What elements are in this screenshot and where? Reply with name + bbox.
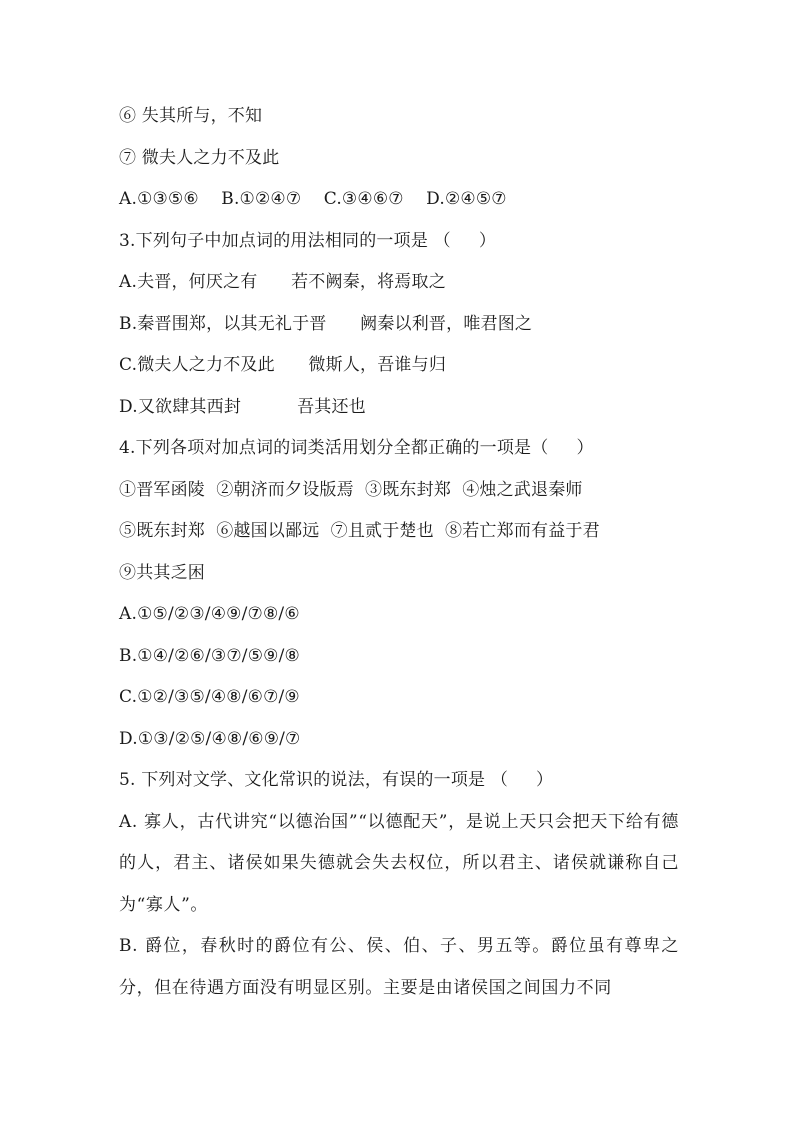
option-b: B. 爵位，春秋时的爵位有公、侯、伯、子、男五等。爵位虽有尊卑之分，但在待遇方面没有明显区别。主要是由诸侯国之间国力不同 xyxy=(119,936,679,998)
option-a: A.①⑤/②③/④⑨/⑦⑧/⑥ xyxy=(119,604,300,624)
question-3: 3.下列句子中加点词的用法相同的一项是 （ ） xyxy=(119,230,497,251)
list-item: ①晋军函陵 ②朝济而夕设版焉 ③既东封郑 ④烛之武退秦师 xyxy=(119,479,583,500)
option-c: C.微夫人之力不及此 微斯人，吾谁与归 xyxy=(119,355,447,375)
option-d: D.又欲肆其西封 吾其还也 xyxy=(119,396,366,417)
option-b: B.秦晋围郑，以其无礼于晋 阙秦以利晋，唯君图之 xyxy=(119,313,533,334)
option-b: B.①④/②⑥/③⑦/⑤⑨/⑧ xyxy=(119,645,300,666)
option-a: A. 寡人，古代讲究“以德治国”“以德配天”，是说上天只会把天下给有德的人，君主、诸侯如果失德就会失去权位，所以君主、诸侯就谦称自己为“寡人”。 xyxy=(119,811,679,915)
option-c: C.①②/③⑤/④⑧/⑥⑦/⑨ xyxy=(119,687,300,707)
option-a: A.夫晋，何厌之有 若不阙秦，将焉取之 xyxy=(119,272,446,292)
option-d: D.①③/②⑤/④⑧/⑥⑨/⑦ xyxy=(119,728,301,749)
list-item: ⑦ 微夫人之力不及此 xyxy=(119,147,280,168)
document-page xyxy=(119,96,679,1009)
question-5: 5. 下列对文学、文化常识的说法，有误的一项是 （ ） xyxy=(119,770,554,790)
answer-options: A.①③⑤⑥ B.①②④⑦ C.③④⑥⑦ D.②④⑤⑦ xyxy=(119,189,507,209)
list-item: ⑥ 失其所与，不知 xyxy=(119,106,263,126)
list-item: ⑤既东封郑 ⑥越国以鄙远 ⑦且贰于楚也 ⑧若亡郑而有益于君 xyxy=(119,521,600,541)
list-item: ⑨共其乏困 xyxy=(119,562,205,583)
question-4: 4.下列各项对加点词的词类活用划分全都正确的一项是（ ） xyxy=(119,438,594,458)
